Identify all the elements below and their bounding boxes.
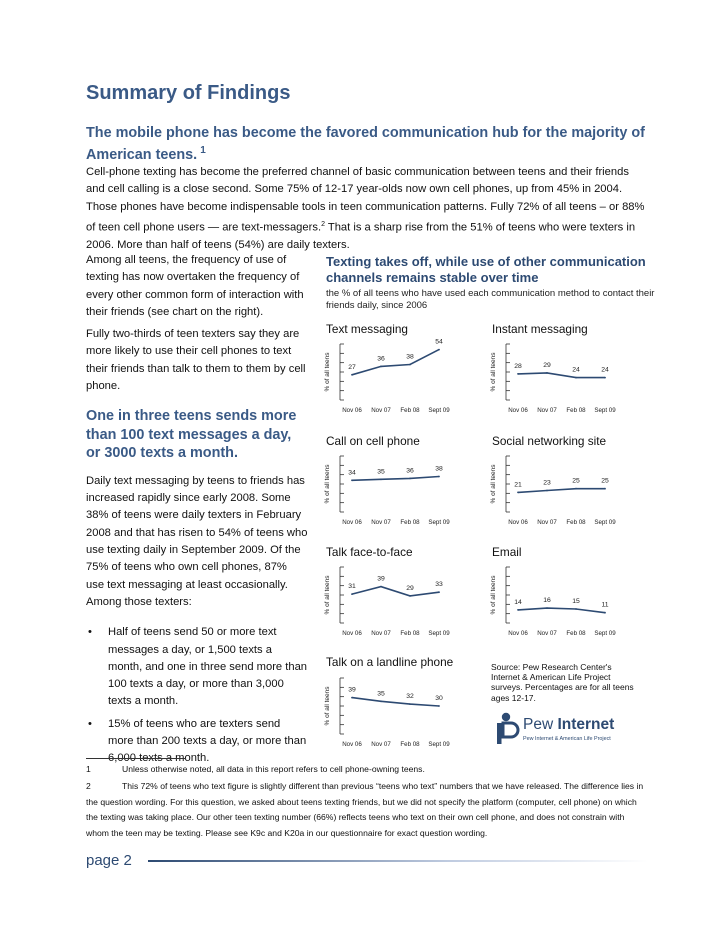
pew-logo-icon — [491, 710, 521, 746]
section-heading: One in three teens sends more than 100 text messages a day, or 3000 texts a month. — [86, 408, 297, 462]
chart-email — [484, 559, 644, 637]
data-point — [438, 591, 440, 593]
x-tick-label: Sept 09 — [594, 630, 616, 637]
chart-title-email: Email — [492, 545, 522, 559]
data-point — [380, 366, 382, 368]
y-axis-label: % of all teens — [324, 686, 331, 726]
data-point — [517, 492, 519, 494]
data-point — [351, 697, 353, 699]
footnote-divider — [86, 758, 186, 759]
x-tick-label: Feb 08 — [566, 519, 586, 526]
data-label: 25 — [572, 477, 580, 485]
bullet-item: • 15% of teens who are texters send more than 200 texts a day, or more than 6,000 texts a month. — [86, 716, 308, 768]
x-tick-label: Nov 07 — [371, 519, 391, 526]
bullet-list — [86, 624, 308, 767]
data-point — [380, 478, 382, 480]
data-label: 36 — [377, 355, 385, 363]
series-line — [352, 350, 439, 375]
x-tick-label: Sept 09 — [428, 519, 450, 526]
x-tick-label: Sept 09 — [428, 407, 450, 414]
chart-talk-on-landline — [318, 670, 478, 748]
data-point — [409, 364, 411, 366]
footnote-number: 1 — [86, 764, 91, 774]
x-tick-label: Sept 09 — [594, 407, 616, 414]
data-label: 29 — [406, 584, 414, 592]
series-line — [352, 584, 439, 596]
data-point — [604, 488, 606, 490]
x-tick-label: Nov 06 — [342, 741, 362, 748]
data-label: 38 — [435, 465, 443, 473]
data-point — [546, 490, 548, 492]
data-label: 30 — [435, 695, 443, 702]
data-label: 34 — [348, 469, 356, 477]
x-tick-label: Nov 07 — [371, 741, 391, 748]
series-line — [518, 489, 605, 493]
x-tick-label: Nov 07 — [371, 630, 391, 637]
data-point — [351, 479, 353, 481]
footnote-ref-2: 2 — [321, 220, 325, 228]
series-line — [518, 373, 605, 378]
x-tick-label: Feb 08 — [400, 519, 420, 526]
x-tick-label: Feb 08 — [400, 630, 420, 637]
data-label: 27 — [348, 363, 356, 371]
data-point — [409, 595, 411, 597]
data-point — [575, 608, 577, 610]
data-label: 16 — [543, 597, 551, 605]
chart-social-networking — [484, 448, 644, 526]
x-tick-label: Nov 07 — [537, 630, 557, 637]
x-tick-label: Feb 08 — [400, 407, 420, 414]
pew-internet-logo — [491, 710, 641, 746]
left-column — [86, 252, 308, 773]
y-axis-label: % of all teens — [324, 352, 331, 392]
chart-title-call-cell: Call on cell phone — [326, 434, 420, 448]
y-axis-label: % of all teens — [324, 575, 331, 615]
chart-title-text-messaging: Text messaging — [326, 322, 408, 336]
x-tick-label: Feb 08 — [566, 407, 586, 414]
data-point — [380, 700, 382, 702]
data-point — [517, 373, 519, 375]
series-line — [352, 698, 439, 706]
footnote-1 — [86, 762, 646, 778]
chart-instant-messaging — [484, 336, 644, 414]
data-label: 11 — [601, 601, 609, 609]
data-label: 15 — [572, 598, 580, 605]
chart-source: Source: Pew Research Center's Internet & American Life Project surveys. Percentages are for all teens ages 12-17. — [491, 662, 634, 703]
data-point — [575, 488, 577, 490]
x-tick-label: Nov 06 — [508, 630, 528, 637]
chart-call-on-cell-phone — [318, 448, 478, 526]
data-point — [604, 377, 606, 379]
subheading-text: The mobile phone has become the favored communication hub for the majority of American teens. — [86, 125, 645, 163]
data-point — [351, 374, 353, 376]
page-number: page 2 — [86, 852, 132, 869]
logo-wordmark — [523, 716, 614, 734]
x-tick-label: Nov 07 — [537, 407, 557, 414]
data-point — [546, 372, 548, 374]
x-tick-label: Nov 06 — [342, 519, 362, 526]
data-label: 25 — [601, 477, 609, 485]
footnote-text: This 72% of teens who text figure is slightly different than previous “teens who text” numbers that we have released. The difference lies in the question wording. For this question, we asked about teens texting friends, but we did not specify the platform (computer, cell phone) on which the texting was taking place. Our other teen texting number (66%) reflects teens who text on their own cell phone, and does not constrain with whom the teen may be texting. Please see K9c and K20a in our questionnaire for exact question wording. — [86, 781, 644, 838]
data-label: 33 — [435, 581, 443, 589]
data-label: 35 — [377, 690, 385, 698]
x-tick-label: Sept 09 — [428, 630, 450, 637]
series-line — [352, 477, 439, 481]
data-point — [438, 705, 440, 707]
data-label: 21 — [514, 481, 522, 489]
data-label: 31 — [348, 583, 356, 591]
data-label: 14 — [514, 598, 522, 606]
x-tick-label: Nov 06 — [508, 519, 528, 526]
data-label: 29 — [543, 361, 551, 369]
data-point — [604, 612, 606, 614]
body-paragraph: Fully two-thirds of teen texters say they are more likely to use their cell phones to text their friends than talk to them to them by cell phone. — [86, 328, 306, 393]
data-label: 36 — [406, 467, 414, 475]
data-label: 54 — [435, 338, 443, 346]
chart-panel-subtitle: the % of all teens who have used each communication method to contact their friends daily, since 2006 — [326, 288, 655, 311]
intro-text: Cell-phone texting has become the preferred channel of basic communication between teens and their friends and cell calling is a close second. Some 75% of 12-17 year-olds now own cell phones, up from 45% in 2004. Those phones have become indispensable tools in teen communication patterns. Fully 72% of all teens – or 88% of teen cell phone users — are text-messagers. — [86, 166, 645, 234]
data-label: 24 — [601, 366, 609, 374]
subheading — [86, 124, 646, 164]
data-label: 39 — [348, 686, 356, 694]
y-axis-label: % of all teens — [490, 464, 497, 504]
x-tick-label: Nov 06 — [342, 407, 362, 414]
data-point — [409, 703, 411, 705]
data-label: 38 — [406, 353, 414, 361]
y-axis-label: % of all teens — [324, 464, 331, 504]
logo-name-pew: Pew — [523, 716, 558, 733]
data-point — [351, 593, 353, 595]
chart-title-social-networking: Social networking site — [492, 434, 607, 448]
data-point — [575, 377, 577, 379]
data-label: 24 — [572, 366, 580, 374]
y-axis-label: % of all teens — [490, 352, 497, 392]
body-paragraph: Daily text messaging by teens to friends has increased rapidly since early 2008. Some 38% of teens were daily texters in February 2008 and that has risen to 54% of teens who use texting daily in September 2009. Of the 75% of teens who own cell phones, 87% use text messaging at least occasionally. Among those texters: — [86, 474, 308, 608]
logo-name-internet: Internet — [557, 716, 615, 733]
x-tick-label: Nov 07 — [371, 407, 391, 414]
data-point — [380, 586, 382, 588]
data-label: 32 — [406, 693, 414, 701]
footnote-2 — [86, 779, 646, 841]
x-tick-label: Nov 06 — [342, 630, 362, 637]
x-tick-label: Sept 09 — [428, 741, 450, 748]
chart-title-face-to-face: Talk face-to-face — [326, 545, 413, 559]
x-tick-label: Feb 08 — [400, 741, 420, 748]
x-tick-label: Nov 06 — [508, 407, 528, 414]
x-tick-label: Feb 08 — [566, 630, 586, 637]
chart-talk-face-to-face — [318, 559, 478, 637]
data-point — [409, 478, 411, 480]
data-point — [438, 476, 440, 478]
data-label: 39 — [377, 575, 385, 583]
chart-title-instant-messaging: Instant messaging — [492, 322, 588, 336]
x-tick-label: Nov 07 — [537, 519, 557, 526]
intro-text-cont: That is a sharp rise from the 51% of teens who were texters in 2006. More than half of teens (54%) are daily texters. — [86, 221, 636, 251]
x-tick-label: Sept 09 — [594, 519, 616, 526]
chart-text-messaging — [318, 336, 478, 414]
logo-tagline: Pew Internet & American Life Project — [523, 736, 611, 742]
page-title: Summary of Findings — [86, 82, 291, 104]
subheading-ref: 1 — [200, 145, 206, 156]
chart-panel-title: Texting takes off, while use of other communication channels remains stable over time — [326, 254, 646, 285]
data-label: 28 — [514, 362, 522, 370]
page-rule — [148, 860, 648, 862]
data-label: 23 — [543, 479, 551, 487]
data-point — [517, 609, 519, 611]
data-point — [438, 349, 440, 351]
y-axis-label: % of all teens — [490, 575, 497, 615]
footnote-number: 2 — [86, 781, 91, 791]
body-paragraph: Among all teens, the frequency of use of texting has now overtaken the frequency of every other common form of interaction with their friends (see chart on the right). — [86, 254, 304, 318]
data-label: 35 — [377, 468, 385, 476]
chart-title-landline: Talk on a landline phone — [326, 655, 454, 669]
series-line — [518, 608, 605, 613]
bullet-item: • Half of teens send 50 or more text messages a day, or 1,500 texts a month, and one in three send more than 100 texts a day, or more than 3,000 texts a month. — [86, 624, 308, 710]
intro-paragraph — [86, 164, 646, 254]
data-point — [546, 607, 548, 609]
footnote-text: Unless otherwise noted, all data in this report refers to cell phone-owning teens. — [122, 764, 425, 774]
